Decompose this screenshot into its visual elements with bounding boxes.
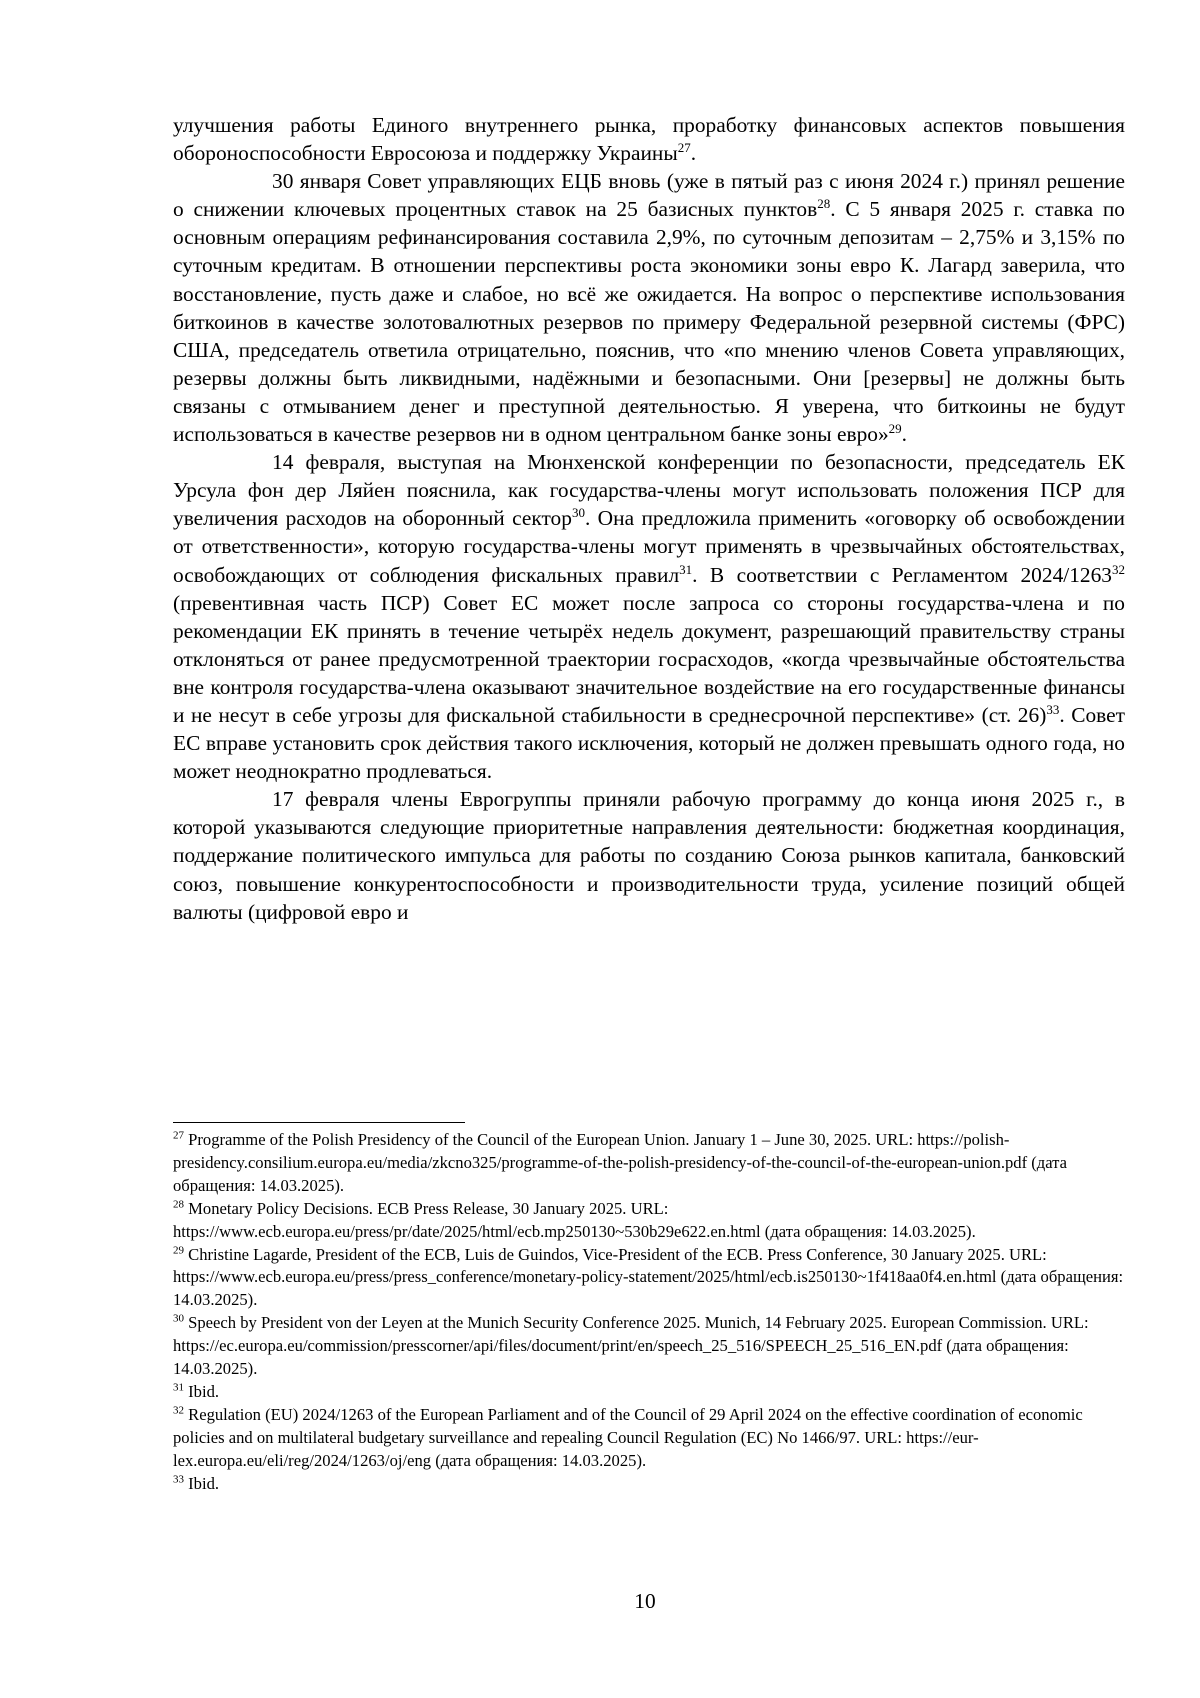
footnote-ref-29: 29 xyxy=(888,420,902,436)
footnote-27 xyxy=(173,1129,1125,1198)
paragraph-2 xyxy=(173,448,1125,785)
footnote-text: Ibid. xyxy=(184,1473,220,1493)
footnote-number: 29 xyxy=(173,1244,184,1256)
paragraph-3-text-0: 17 февраля члены Еврогруппы приняли рабочую программу до конца июня 2025 г., в которой указываются следующие приоритетные направления деятельности: бюджетная координация, поддержание политического импульса для работы по созданию Союза рынков капитала, банковский союз, повышение конкурентоспособности и производительности труда, усиление позиций общей валюты (цифровой евро и xyxy=(173,787,1125,924)
footnote-number: 32 xyxy=(173,1404,184,1417)
footnote-number: 27 xyxy=(173,1129,184,1142)
footnote-33 xyxy=(173,1473,1125,1496)
footnote-text: Monetary Policy Decisions. ECB Press Release, 30 January 2025. URL: https://www.ecb.europa.eu/press/pr/date/2025/html/ecb.mp250130~530b29e622.en.html (дата обращения: 14.03.2025). xyxy=(173,1198,976,1241)
footnote-ref-30: 30 xyxy=(571,505,585,521)
paragraph-0-text-1: . xyxy=(690,141,697,166)
paragraph-0-text-0: улучшения работы Единого внутреннего рынка, проработку финансовых аспектов повышения обороноспособности Евросоюза и поддержку Украины xyxy=(173,113,1125,166)
paragraph-2-text-4: . Совет ЕС вправе установить срок действия такого исключения, который не должен превышать одного года, но может неоднократно продлеваться. xyxy=(173,702,1125,784)
footnote-ref-32: 32 xyxy=(1112,561,1125,577)
footnote-30 xyxy=(173,1312,1125,1381)
footnote-ref-27: 27 xyxy=(677,139,691,155)
footnote-28 xyxy=(173,1198,1125,1244)
paragraph-1 xyxy=(173,167,1125,448)
paragraph-0 xyxy=(173,111,1125,167)
footnote-31 xyxy=(173,1381,1125,1404)
paragraph-2-text-1: . Она предложила применить «оговорку об освобождении от ответственности», которую государства-члены могут применять в чрезвычайных обстоятельствах, освобождающих от соблюдения фискальных правил xyxy=(173,506,1125,587)
footnote-ref-28: 28 xyxy=(817,196,831,212)
footnote-29 xyxy=(173,1244,1125,1313)
footnote-number: 30 xyxy=(173,1312,184,1325)
paragraph-3 xyxy=(173,785,1125,925)
paragraph-2-text-0: 14 февраля, выступая на Мюнхенской конференции по безопасности, председатель ЕК Урсула фон дер Ляйен пояснила, как государства-члены могут использовать положения ПСР для увеличения расходов на оборонный сектор xyxy=(173,450,1125,531)
footnote-number: 31 xyxy=(173,1381,184,1394)
footnote-number: 28 xyxy=(173,1198,184,1211)
footnote-text: Programme of the Polish Presidency of the Council of the European Union. January 1 – June 30, 2025. URL: https://polish-presidency.consilium.europa.eu/media/zkcno325/programme-of-the-polish-presidency-of-the-council-of-the-european-union.pdf (дата обращения: 14.03.2025). xyxy=(173,1130,1067,1195)
footnote-text: Christine Lagarde, President of the ECB, Luis de Guindos, Vice-President of the ECB. Press Conference, 30 January 2025. URL: https://www.ecb.europa.eu/press/press_conference/monetary-policy-statement/2025/html/ecb.is250130~1f418aa0f4.en.html (дата обращения: 14.03.2025). xyxy=(173,1244,1124,1310)
paragraph-1-text-0: 30 января Совет управляющих ЕЦБ вновь (уже в пятый раз с июня 2024 г.) принял решение о снижении ключевых процентных ставок на 25 базисных пунктов xyxy=(173,169,1125,222)
footnote-number: 33 xyxy=(173,1473,184,1486)
footnotes-section xyxy=(173,1122,1125,1496)
footnote-text: Speech by President von der Leyen at the Munich Security Conference 2025. Munich, 14 February 2025. European Commission. URL: https://ec.europa.eu/commission/presscorner/api/files/document/print/en/speech_25_516/SPEECH_25_516_EN.pdf (дата обращения: 14.03.2025). xyxy=(173,1313,1089,1379)
body-text xyxy=(173,111,1125,926)
page-number: 10 xyxy=(634,1589,656,1613)
footnote-ref-33: 33 xyxy=(1046,701,1060,717)
footnote-text: Ibid. xyxy=(184,1381,220,1401)
footnote-text: Regulation (EU) 2024/1263 of the European Parliament and of the Council of 29 April 2024 on the effective coordination of economic policies and on multilateral budgetary surveillance and repealing Council Regulation (EC) No 1466/97. URL: https://eur-lex.europa.eu/eli/reg/2024/1263/oj/eng (дата обращения: 14.03.2025). xyxy=(173,1404,1083,1470)
paragraph-1-text-2: . xyxy=(901,422,908,447)
footnote-divider xyxy=(173,1122,465,1123)
footnote-ref-31: 31 xyxy=(679,561,693,577)
paragraph-2-text-3: (превентивная часть ПСР) Совет ЕС может после запроса со стороны государства-члена и по рекомендации ЕК принять в течение четырёх недель документ, разрешающий правительству страны отклоняться от ранее предусмотренной траектории госрасходов, «когда чрезвычайные обстоятельства вне контроля государства-члена оказывают значительное воздействие на его государственные финансы и не несут в себе угрозы для фискальной стабильности в среднесрочной перспективе» (ст. 26) xyxy=(173,590,1125,727)
document-page xyxy=(173,111,1125,926)
paragraph-1-text-1: . С 5 января 2025 г. ставка по основным операциям рефинансирования составила 2,9%, по суточным депозитам – 2,75% и 3,15% по суточным кредитам. В отношении перспективы роста экономики зоны евро К. Лагард заверила, что восстановление, пусть даже и слабое, но всё же ожидается. На вопрос о перспективе использования биткоинов в качестве золотовалютных резервов по примеру Федеральной резервной системы (ФРС) США, председатель ответила отрицательно, пояснив, что «по мнению членов Совета управляющих, резервы должны быть ликвидными, надёжными и безопасными. Они [резервы] не должны быть связаны с отмыванием денег и преступной деятельностью. Я уверена, что биткоины не будут использоваться в качестве резервов ни в одном центральном банке зоны евро» xyxy=(173,197,1125,447)
paragraph-2-text-2: . В соответствии с Регламентом 2024/1263 xyxy=(692,562,1112,587)
footnote-32 xyxy=(173,1404,1125,1473)
